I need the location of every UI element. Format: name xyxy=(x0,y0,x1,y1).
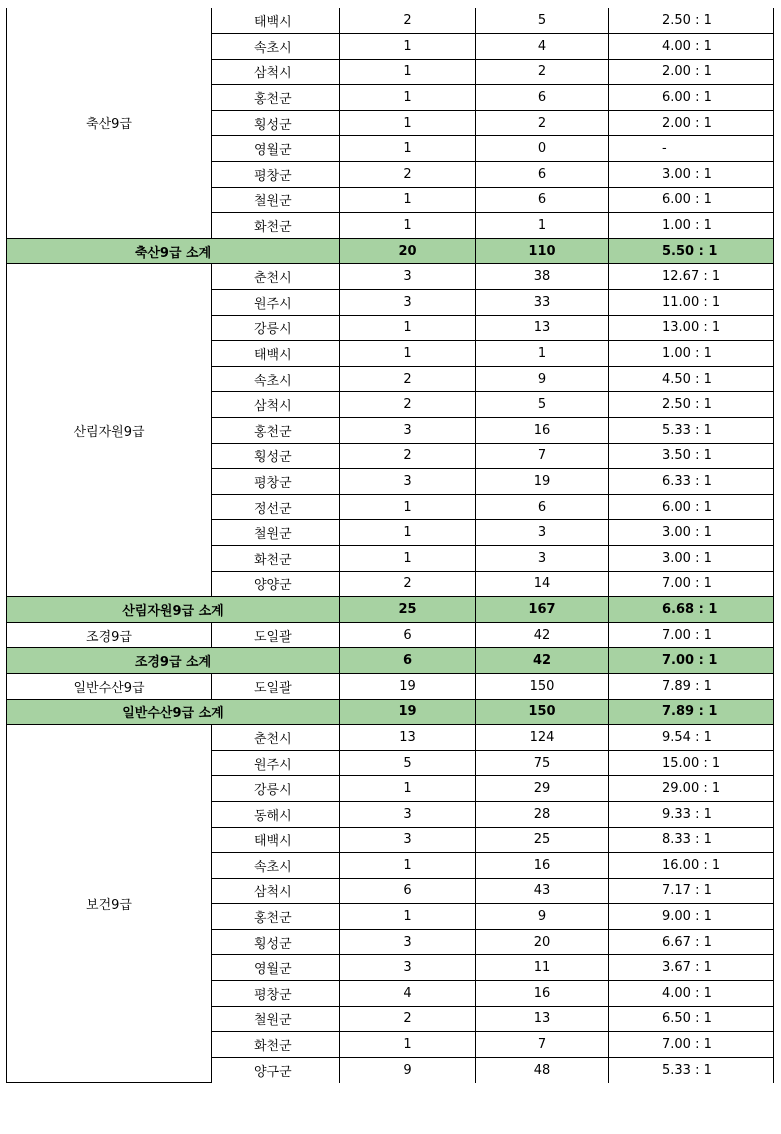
table-row xyxy=(7,673,774,699)
subtotal-label: 일반수산9급 소계 xyxy=(7,699,340,725)
applicants-cell: 7 xyxy=(476,1032,609,1058)
applicants-cell: 13 xyxy=(476,315,609,341)
ratio-cell: 2.00 : 1 xyxy=(609,59,774,85)
positions-cell: 13 xyxy=(340,725,476,751)
region-cell: 원주시 xyxy=(212,290,340,316)
positions-cell: 5 xyxy=(340,750,476,776)
ratio-cell: 2.50 : 1 xyxy=(609,392,774,418)
subtotal-label: 축산9급 소계 xyxy=(7,238,340,264)
positions-cell: 1 xyxy=(340,520,476,546)
region-cell: 도일괄 xyxy=(212,673,340,699)
subtotal-ratio: 7.89 : 1 xyxy=(609,699,774,725)
positions-cell: 1 xyxy=(340,213,476,239)
ratio-cell: - xyxy=(609,136,774,162)
positions-cell: 1 xyxy=(340,904,476,930)
ratio-cell: 9.54 : 1 xyxy=(609,725,774,751)
ratio-cell: 6.33 : 1 xyxy=(609,469,774,495)
ratio-cell: 6.00 : 1 xyxy=(609,187,774,213)
region-cell: 영월군 xyxy=(212,136,340,162)
region-cell: 강릉시 xyxy=(212,776,340,802)
subtotal-positions: 6 xyxy=(340,648,476,674)
ratio-cell: 9.00 : 1 xyxy=(609,904,774,930)
ratio-cell: 7.17 : 1 xyxy=(609,878,774,904)
subtotal-ratio: 6.68 : 1 xyxy=(609,597,774,623)
positions-cell: 2 xyxy=(340,8,476,34)
positions-cell: 1 xyxy=(340,187,476,213)
region-cell: 횡성군 xyxy=(212,929,340,955)
positions-cell: 1 xyxy=(340,315,476,341)
positions-cell: 9 xyxy=(340,1057,476,1083)
applicants-cell: 43 xyxy=(476,878,609,904)
positions-cell: 2 xyxy=(340,443,476,469)
region-cell: 철원군 xyxy=(212,1006,340,1032)
positions-cell: 1 xyxy=(340,110,476,136)
table-row xyxy=(7,622,774,648)
positions-cell: 1 xyxy=(340,34,476,60)
applicants-cell: 6 xyxy=(476,494,609,520)
applicants-cell: 3 xyxy=(476,545,609,571)
ratio-cell: 7.00 : 1 xyxy=(609,571,774,597)
subtotal-positions: 20 xyxy=(340,238,476,264)
table-row xyxy=(7,8,774,34)
region-cell: 원주시 xyxy=(212,750,340,776)
category-cell: 조경9급 xyxy=(7,622,212,648)
region-cell: 속초시 xyxy=(212,34,340,60)
applicants-cell: 16 xyxy=(476,853,609,879)
ratio-cell: 5.33 : 1 xyxy=(609,418,774,444)
ratio-cell: 3.67 : 1 xyxy=(609,955,774,981)
positions-cell: 2 xyxy=(340,162,476,188)
positions-cell: 1 xyxy=(340,1032,476,1058)
region-cell: 영월군 xyxy=(212,955,340,981)
region-cell: 철원군 xyxy=(212,187,340,213)
ratio-cell: 5.33 : 1 xyxy=(609,1057,774,1083)
positions-cell: 1 xyxy=(340,545,476,571)
ratio-cell: 4.00 : 1 xyxy=(609,981,774,1007)
subtotal-row xyxy=(7,597,774,623)
positions-cell: 3 xyxy=(340,801,476,827)
positions-cell: 2 xyxy=(340,392,476,418)
region-cell: 화천군 xyxy=(212,213,340,239)
applicants-cell: 33 xyxy=(476,290,609,316)
ratio-cell: 4.00 : 1 xyxy=(609,34,774,60)
applicants-cell: 9 xyxy=(476,904,609,930)
category-cell: 보건9급 xyxy=(7,725,212,1083)
ratio-cell: 1.00 : 1 xyxy=(609,213,774,239)
applicants-cell: 6 xyxy=(476,162,609,188)
applicants-cell: 3 xyxy=(476,520,609,546)
region-cell: 철원군 xyxy=(212,520,340,546)
positions-cell: 3 xyxy=(340,290,476,316)
region-cell: 정선군 xyxy=(212,494,340,520)
ratio-cell: 7.00 : 1 xyxy=(609,1032,774,1058)
applicants-cell: 16 xyxy=(476,981,609,1007)
applicants-cell: 2 xyxy=(476,59,609,85)
region-cell: 삼척시 xyxy=(212,59,340,85)
subtotal-applicants: 150 xyxy=(476,699,609,725)
ratio-cell: 6.00 : 1 xyxy=(609,494,774,520)
ratio-cell: 11.00 : 1 xyxy=(609,290,774,316)
positions-cell: 3 xyxy=(340,418,476,444)
ratio-cell: 2.00 : 1 xyxy=(609,110,774,136)
subtotal-row xyxy=(7,699,774,725)
positions-cell: 3 xyxy=(340,469,476,495)
applicants-cell: 4 xyxy=(476,34,609,60)
positions-cell: 3 xyxy=(340,264,476,290)
positions-cell: 2 xyxy=(340,1006,476,1032)
ratio-cell: 3.00 : 1 xyxy=(609,162,774,188)
region-cell: 화천군 xyxy=(212,1032,340,1058)
region-cell: 평창군 xyxy=(212,981,340,1007)
positions-cell: 2 xyxy=(340,366,476,392)
subtotal-positions: 25 xyxy=(340,597,476,623)
region-cell: 평창군 xyxy=(212,162,340,188)
positions-cell: 6 xyxy=(340,878,476,904)
subtotal-ratio: 5.50 : 1 xyxy=(609,238,774,264)
subtotal-applicants: 42 xyxy=(476,648,609,674)
applicants-cell: 42 xyxy=(476,622,609,648)
applicants-cell: 1 xyxy=(476,213,609,239)
region-cell: 횡성군 xyxy=(212,110,340,136)
applicants-cell: 0 xyxy=(476,136,609,162)
positions-cell: 3 xyxy=(340,955,476,981)
region-cell: 태백시 xyxy=(212,341,340,367)
ratio-cell: 12.67 : 1 xyxy=(609,264,774,290)
region-cell: 속초시 xyxy=(212,853,340,879)
region-cell: 춘천시 xyxy=(212,264,340,290)
applicants-cell: 6 xyxy=(476,187,609,213)
region-cell: 도일괄 xyxy=(212,622,340,648)
region-cell: 강릉시 xyxy=(212,315,340,341)
subtotal-applicants: 110 xyxy=(476,238,609,264)
applicants-cell: 28 xyxy=(476,801,609,827)
region-cell: 속초시 xyxy=(212,366,340,392)
applicants-cell: 11 xyxy=(476,955,609,981)
positions-cell: 6 xyxy=(340,622,476,648)
applicants-cell: 13 xyxy=(476,1006,609,1032)
applicants-cell: 5 xyxy=(476,8,609,34)
subtotal-label: 조경9급 소계 xyxy=(7,648,340,674)
positions-cell: 1 xyxy=(340,136,476,162)
region-cell: 횡성군 xyxy=(212,443,340,469)
region-cell: 춘천시 xyxy=(212,725,340,751)
applicants-cell: 75 xyxy=(476,750,609,776)
table-body xyxy=(7,8,774,1083)
applicants-cell: 29 xyxy=(476,776,609,802)
ratio-cell: 3.50 : 1 xyxy=(609,443,774,469)
applicants-cell: 6 xyxy=(476,85,609,111)
applicants-cell: 7 xyxy=(476,443,609,469)
positions-cell: 3 xyxy=(340,827,476,853)
region-cell: 태백시 xyxy=(212,8,340,34)
applicants-cell: 2 xyxy=(476,110,609,136)
positions-cell: 1 xyxy=(340,341,476,367)
positions-cell: 2 xyxy=(340,571,476,597)
applicants-cell: 25 xyxy=(476,827,609,853)
ratio-cell: 13.00 : 1 xyxy=(609,315,774,341)
positions-cell: 19 xyxy=(340,673,476,699)
subtotal-label: 산림자원9급 소계 xyxy=(7,597,340,623)
applicants-cell: 16 xyxy=(476,418,609,444)
ratio-cell: 2.50 : 1 xyxy=(609,8,774,34)
positions-cell: 1 xyxy=(340,85,476,111)
subtotal-applicants: 167 xyxy=(476,597,609,623)
ratio-cell: 6.67 : 1 xyxy=(609,929,774,955)
subtotal-row xyxy=(7,648,774,674)
table-row xyxy=(7,264,774,290)
positions-cell: 1 xyxy=(340,853,476,879)
applicants-cell: 5 xyxy=(476,392,609,418)
positions-cell: 1 xyxy=(340,776,476,802)
ratio-cell: 3.00 : 1 xyxy=(609,545,774,571)
region-cell: 양구군 xyxy=(212,1057,340,1083)
category-cell: 축산9급 xyxy=(7,8,212,238)
region-cell: 태백시 xyxy=(212,827,340,853)
category-cell: 일반수산9급 xyxy=(7,673,212,699)
region-cell: 홍천군 xyxy=(212,418,340,444)
ratio-cell: 9.33 : 1 xyxy=(609,801,774,827)
region-cell: 평창군 xyxy=(212,469,340,495)
region-cell: 삼척시 xyxy=(212,392,340,418)
applicants-cell: 20 xyxy=(476,929,609,955)
subtotal-ratio: 7.00 : 1 xyxy=(609,648,774,674)
subtotal-positions: 19 xyxy=(340,699,476,725)
region-cell: 동해시 xyxy=(212,801,340,827)
table-row xyxy=(7,725,774,751)
ratio-cell: 7.00 : 1 xyxy=(609,622,774,648)
category-cell: 산림자원9급 xyxy=(7,264,212,597)
ratio-cell: 15.00 : 1 xyxy=(609,750,774,776)
positions-cell: 1 xyxy=(340,59,476,85)
ratio-cell: 16.00 : 1 xyxy=(609,853,774,879)
region-cell: 양양군 xyxy=(212,571,340,597)
ratio-cell: 8.33 : 1 xyxy=(609,827,774,853)
applicants-cell: 19 xyxy=(476,469,609,495)
ratio-cell: 6.50 : 1 xyxy=(609,1006,774,1032)
applicants-cell: 124 xyxy=(476,725,609,751)
ratio-cell: 1.00 : 1 xyxy=(609,341,774,367)
recruitment-table xyxy=(6,8,774,1083)
ratio-cell: 3.00 : 1 xyxy=(609,520,774,546)
ratio-cell: 6.00 : 1 xyxy=(609,85,774,111)
applicants-cell: 1 xyxy=(476,341,609,367)
applicants-cell: 38 xyxy=(476,264,609,290)
ratio-cell: 29.00 : 1 xyxy=(609,776,774,802)
region-cell: 삼척시 xyxy=(212,878,340,904)
region-cell: 화천군 xyxy=(212,545,340,571)
applicants-cell: 9 xyxy=(476,366,609,392)
positions-cell: 4 xyxy=(340,981,476,1007)
region-cell: 홍천군 xyxy=(212,904,340,930)
applicants-cell: 48 xyxy=(476,1057,609,1083)
subtotal-row xyxy=(7,238,774,264)
ratio-cell: 7.89 : 1 xyxy=(609,673,774,699)
applicants-cell: 14 xyxy=(476,571,609,597)
positions-cell: 1 xyxy=(340,494,476,520)
positions-cell: 3 xyxy=(340,929,476,955)
region-cell: 홍천군 xyxy=(212,85,340,111)
ratio-cell: 4.50 : 1 xyxy=(609,366,774,392)
applicants-cell: 150 xyxy=(476,673,609,699)
